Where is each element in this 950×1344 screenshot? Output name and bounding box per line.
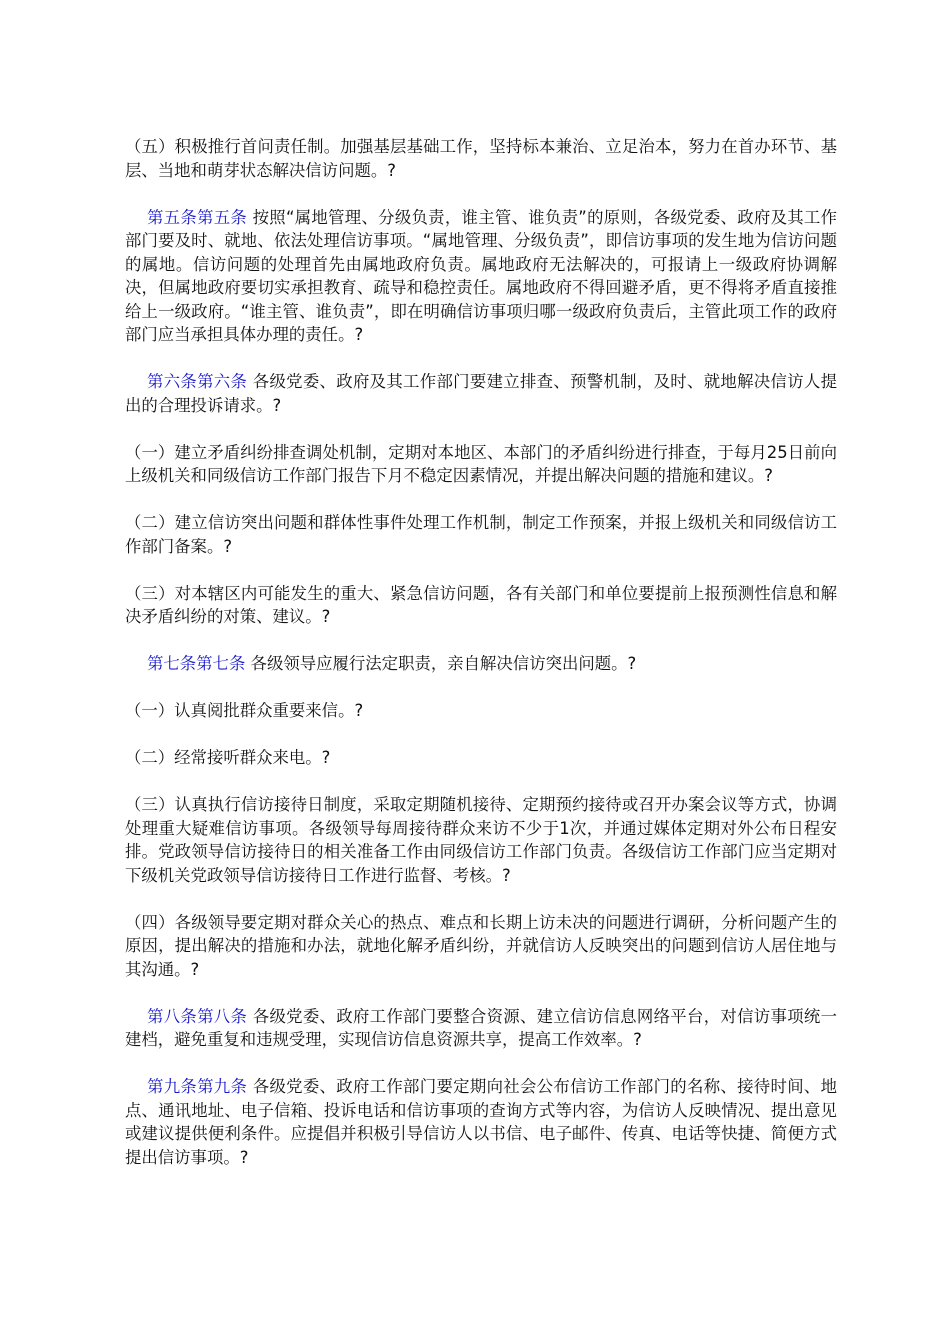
document-body xyxy=(125,135,837,1193)
article-9-text: 各级党委、政府工作部门要定期向社会公布信访工作部门的名称、接待时间、地点、通讯地址、电子信箱、投诉电话和信访事项的查询方式等内容，为信访人反映情况、提出意见或建议提供便利条件。应提倡并积极引导信访人以书信、电子邮件、传真、电话等快捷、简便方式提出信访事项。? xyxy=(125,1077,837,1167)
article-6-link[interactable]: 第六条第六条 xyxy=(147,372,248,391)
article-6-item-2: （二）建立信访突出问题和群体性事件处理工作机制，制定工作预案，并报上级机关和同级信访工作部门备案。? xyxy=(125,513,837,556)
article-7-link[interactable]: 第七条第七条 xyxy=(147,654,246,673)
article-8 xyxy=(125,1005,837,1052)
article-7 xyxy=(125,652,837,676)
article-7-text: 各级领导应履行法定职责，亲自解决信访突出问题。? xyxy=(245,654,637,673)
article-8-text: 各级党委、政府工作部门要整合资源、建立信访信息网络平台，对信访事项统一建档，避免重复和违规受理，实现信访信息资源共享，提高工作效率。? xyxy=(125,1006,837,1049)
article-7-item-4: （四）各级领导要定期对群众关心的热点、难点和长期上访未决的问题进行调研，分析问题产生的原因，提出解决的措施和办法，就地化解矛盾纠纷，并就信访人反映突出的问题到信访人居住地与其沟通。? xyxy=(125,912,837,979)
paragraph-5-item-5: （五）积极推行首问责任制。加强基层基础工作，坚持标本兼治、立足治本，努力在首办环节、基层、当地和萌芽状态解决信访问题。? xyxy=(125,137,837,180)
article-5 xyxy=(125,206,837,347)
article-5-link[interactable]: 第五条第五条 xyxy=(147,207,248,227)
article-9 xyxy=(125,1075,837,1169)
article-8-link[interactable]: 第八条第八条 xyxy=(147,1006,248,1026)
article-6-item-1: （一）建立矛盾纠纷排查调处机制，定期对本地区、本部门的矛盾纠纷进行排查，于每月25日前向上级机关和同级信访工作部门报告下月不稳定因素情况，并提出解决问题的措施和建议。? xyxy=(125,442,837,485)
article-5-text: 按照“属地管理、分级负责，谁主管、谁负责”的原则，各级党委、政府及其工作部门要及时、就地、依法处理信访事项。“属地管理、分级负责”，即信访事项的发生地为信访问题的属地。信访问题的处理首先由属地政府负责。属地政府无法解决的，可报请上一级政府协调解决，但属地政府要切实承担教育、疏导和稳控责任。属地政府不得回避矛盾，更不得将矛盾直接推给上一级政府。“谁主管、谁负责”，即在明确信访事项归哪一级政府负责后，主管此项工作的政府部门应当承担具体办理的责任。? xyxy=(125,207,837,344)
article-7-item-3: （三）认真执行信访接待日制度，采取定期随机接待、定期预约接待或召开办案会议等方式，协调处理重大疑难信访事项。各级领导每周接待群众来访不少于1次，并通过媒体定期对外公布日程安排。党政领导信访接待日的相关准备工作由同级信访工作部门负责。各级信访工作部门应当定期对下级机关党政领导信访接待日工作进行监督、考核。? xyxy=(125,795,837,885)
article-6-item-3: （三）对本辖区内可能发生的重大、紧急信访问题，各有关部门和单位要提前上报预测性信息和解决矛盾纠纷的对策、建议。? xyxy=(125,583,837,626)
article-9-link[interactable]: 第九条第九条 xyxy=(147,1077,248,1096)
article-7-item-1: （一）认真阅批群众重要来信。? xyxy=(125,701,364,720)
article-7-item-2: （二）经常接听群众来电。? xyxy=(125,748,331,767)
article-6-text: 各级党委、政府及其工作部门要建立排查、预警机制，及时、就地解决信访人提出的合理投诉请求。? xyxy=(125,372,837,415)
article-6 xyxy=(125,370,837,417)
